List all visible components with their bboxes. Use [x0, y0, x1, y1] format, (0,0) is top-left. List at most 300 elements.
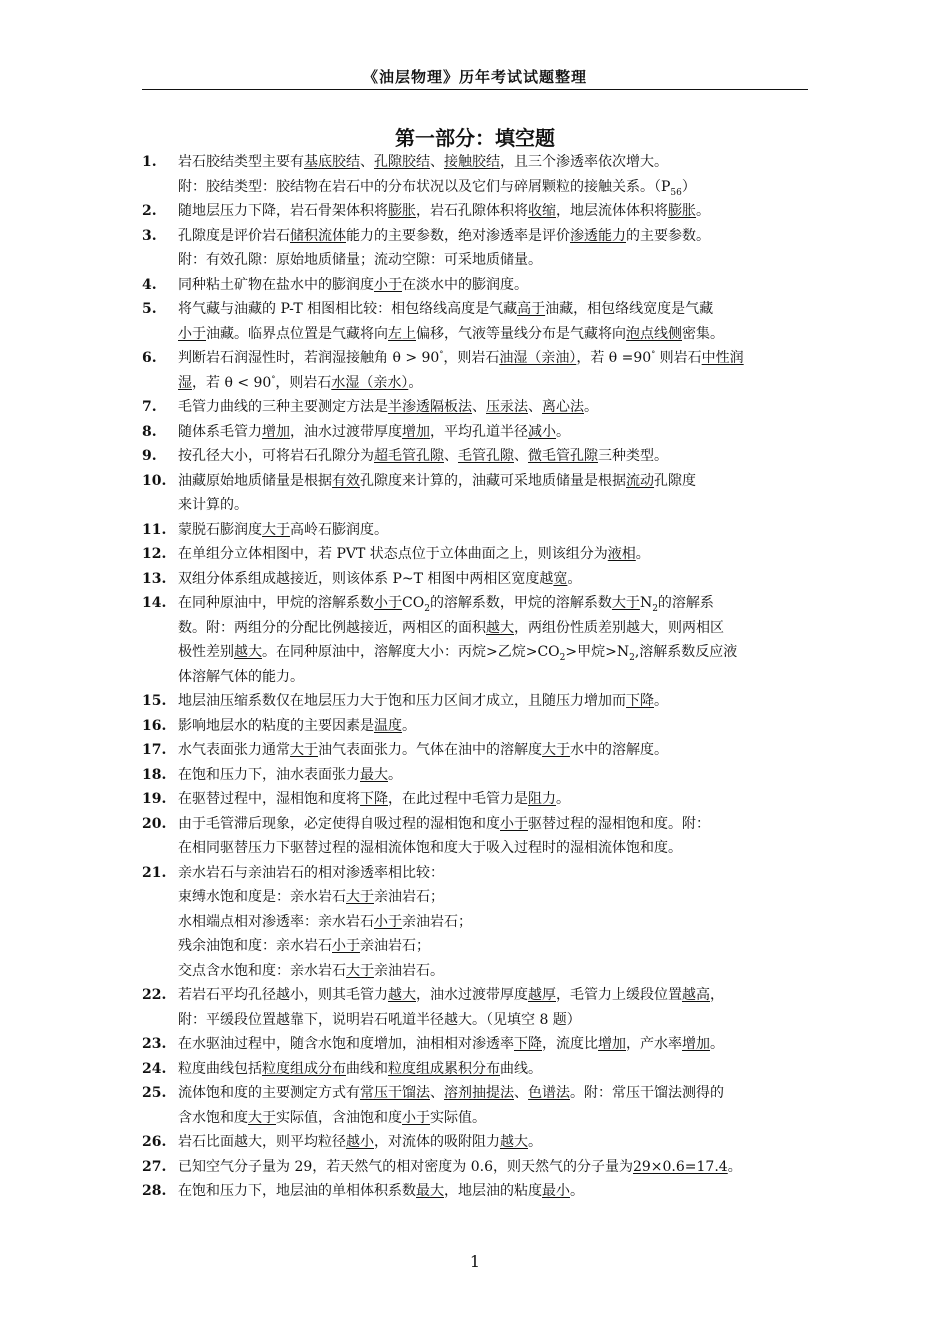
text-run: 实际值。 [430, 1109, 486, 1126]
answer-blank: 最大 [360, 766, 388, 783]
question-item [142, 346, 814, 395]
question-number: 22. [142, 987, 167, 1003]
question-text [178, 812, 814, 861]
answer-blank: 大于 [346, 889, 374, 905]
answer-blank: 左上 [388, 325, 416, 342]
text-run: 在饱和压力下，地层油的单相体积系数 [178, 1183, 416, 1199]
question-text [178, 689, 814, 714]
text-line [178, 420, 814, 445]
text-line [178, 616, 814, 641]
text-run: ） [681, 178, 696, 195]
answer-blank: 有效 [332, 472, 360, 489]
question-item [142, 591, 814, 689]
answer-blank: 越大 [500, 1134, 528, 1150]
text-run: 在相同驱替压力下驱替过程的湿相流体饱和度大于吸入过程时的湿相流体饱和度。 [178, 840, 682, 856]
answer-blank: 储积流体 [290, 227, 346, 244]
question-text [178, 787, 814, 812]
answer-blank: 越厚 [528, 987, 556, 1003]
text-run: ，油水过渡带厚度 [416, 987, 528, 1003]
answer-blank: 大于 [611, 595, 640, 611]
text-run: 的溶解系 [657, 595, 714, 611]
subscript: 2 [559, 652, 566, 663]
question-number: 9. [142, 448, 157, 464]
text-line [178, 469, 814, 494]
text-run: >甲烷>N [565, 644, 630, 660]
text-line [178, 934, 814, 959]
text-run: 按孔径大小，可将岩石孔隙分为 [178, 448, 374, 464]
text-run: 亲油岩石； [402, 913, 472, 930]
text-run: 在淡水中的膨润度。 [402, 276, 528, 293]
question-item [142, 1032, 814, 1057]
text-line [178, 395, 814, 420]
question-text [178, 983, 814, 1032]
question-text [178, 861, 814, 984]
text-run: 水相端点相对渗透率：亲水岩石 [178, 913, 374, 930]
question-text [178, 1081, 814, 1130]
text-run: 。 [402, 717, 416, 734]
text-line [178, 738, 814, 763]
text-line [178, 346, 814, 371]
answer-blank: 色谱法 [528, 1085, 570, 1101]
answer-blank: 小于 [374, 276, 402, 293]
section-title: 第一部分：填空题 [395, 126, 555, 150]
answer-blank: 最大 [416, 1183, 444, 1199]
answer-blank: 越大 [486, 619, 514, 636]
text-run: 。 [567, 570, 582, 587]
answer-blank: 高于 [517, 301, 546, 317]
text-run: ，产水率 [626, 1036, 682, 1052]
text-line [178, 542, 814, 567]
answer-blank: 微毛管孔隙 [528, 448, 598, 464]
text-run: 则岩石 [655, 350, 702, 366]
question-text [178, 469, 814, 518]
answer-blank: 下降 [626, 693, 654, 709]
answer-blank: 湿 [178, 374, 192, 391]
answer-blank: 29×0.6=17.4 [632, 1158, 728, 1175]
question-number: 13. [142, 570, 167, 587]
text-run: 。 [528, 1134, 542, 1150]
text-run: ，对流体的吸附阻力 [374, 1134, 500, 1150]
question-text [178, 420, 814, 445]
question-text [178, 738, 814, 763]
text-run: 随体系毛管力 [178, 423, 262, 440]
text-run: 、 [528, 399, 542, 415]
text-run: CO [402, 595, 425, 611]
answer-blank: 油湿（亲油） [499, 350, 577, 366]
question-number: 11. [142, 521, 167, 538]
text-run: 附：平缓段位置越靠下，说明岩石吼道半径越大。（见填空 8 题） [178, 1011, 581, 1028]
answer-blank: 孔隙胶结 [374, 154, 430, 170]
question-text [178, 591, 814, 689]
answer-blank: 压汞法 [486, 399, 528, 415]
text-run: 在饱和压力下，油水表面张力 [178, 766, 360, 783]
question-text [178, 1057, 814, 1082]
text-run: 、 [360, 154, 374, 170]
answer-blank: 增加 [262, 423, 290, 440]
question-text [178, 567, 814, 592]
question-number: 16. [142, 717, 167, 734]
question-list [142, 150, 814, 1204]
text-run: 已知空气分子量为 29，若天然气的相对密度为 0.6，则天然气的分子量为 [178, 1158, 633, 1175]
answer-blank: 流动 [626, 472, 654, 489]
text-line [178, 493, 814, 518]
text-line [178, 371, 814, 396]
question-item [142, 983, 814, 1032]
text-run: ，流度比 [542, 1036, 598, 1052]
superscript: ° [439, 349, 444, 359]
text-run: 亲油岩石； [374, 889, 444, 905]
subscript: 2 [424, 603, 430, 614]
text-run: 岩石胶结类型主要有 [178, 154, 304, 170]
text-run: 。 [556, 423, 570, 440]
text-run: 。 [570, 1183, 584, 1199]
text-run: 的主要参数。 [626, 227, 710, 244]
text-line [178, 1155, 814, 1180]
text-line [178, 885, 814, 910]
text-line [178, 322, 814, 347]
text-line [178, 591, 814, 616]
page-header-title: 《油层物理》历年考试试题整理 [362, 68, 587, 86]
question-text [178, 224, 814, 273]
text-line [178, 959, 814, 984]
answer-blank: 大于 [346, 962, 374, 979]
text-line [178, 297, 814, 322]
question-text [178, 1179, 814, 1204]
question-text [178, 297, 814, 346]
text-line [178, 1032, 814, 1057]
text-run: 束缚水饱和度是：亲水岩石 [178, 889, 346, 905]
text-run: 能力的主要参数，绝对渗透率是评价 [346, 227, 570, 244]
text-line [178, 248, 814, 273]
question-item [142, 689, 814, 714]
text-run: 高岭石膨润度。 [290, 521, 388, 538]
text-run: 油藏。临界点位置是气藏将向 [206, 325, 388, 342]
text-run: 油藏，相包络线宽度是气藏 [545, 301, 714, 317]
question-item [142, 1081, 814, 1130]
text-run: 的溶解系数，甲烷的溶解系数 [429, 595, 612, 611]
answer-blank: 减小 [528, 423, 556, 440]
question-number: 7. [142, 399, 157, 415]
question-number: 21. [142, 864, 167, 881]
answer-blank: 小于 [402, 1109, 430, 1126]
text-run: 三种类型。 [598, 448, 668, 464]
question-number: 3. [142, 227, 157, 244]
text-run: ，则岩石 [443, 350, 500, 366]
question-item [142, 395, 814, 420]
question-item [142, 861, 814, 984]
question-text [178, 199, 814, 224]
answer-blank: 温度 [374, 717, 402, 734]
text-run: 。 [556, 791, 570, 807]
answer-blank: 膨胀 [668, 203, 696, 219]
question-item [142, 150, 814, 199]
question-item [142, 1179, 814, 1204]
answer-blank: 阻力 [528, 791, 556, 807]
answer-blank: 离心法 [542, 399, 584, 415]
text-run: 蒙脱石膨润度 [178, 521, 262, 538]
text-run: 。 [388, 766, 402, 783]
text-run: 若岩石平均孔径越小，则其毛管力 [178, 987, 388, 1003]
text-run: ，岩石孔隙体积将 [416, 203, 528, 219]
text-line [178, 714, 814, 739]
text-run: 水中的溶解度。 [570, 742, 668, 758]
text-line [178, 150, 814, 175]
question-item [142, 1130, 814, 1155]
text-run: 附：胶结类型：胶结物在岩石中的分布状况以及它们与碎屑颗粒的接触关系。（P [178, 178, 671, 195]
answer-blank: 宽 [553, 570, 568, 587]
question-text [178, 273, 814, 298]
text-run: 、 [444, 448, 458, 464]
text-run: 水气表面张力通常 [178, 742, 290, 758]
text-line [178, 861, 814, 886]
question-text [178, 346, 814, 395]
text-run: ，若 θ < 90 [192, 374, 272, 391]
text-run: 流体饱和度的主要测定方式有 [178, 1085, 360, 1101]
text-line [178, 175, 814, 200]
text-run: ，平均孔道半径 [430, 423, 528, 440]
text-run: 。 [584, 399, 598, 415]
subscript: 56 [670, 187, 682, 198]
text-line [178, 763, 814, 788]
text-line [178, 665, 814, 690]
question-number: 28. [142, 1183, 167, 1199]
text-line [178, 1179, 814, 1204]
superscript: ° [271, 373, 276, 383]
answer-blank: 越大 [234, 644, 262, 660]
text-run: 曲线。 [500, 1060, 542, 1077]
text-line [178, 199, 814, 224]
text-run: 交点含水饱和度：亲水岩石 [178, 962, 346, 979]
text-line [178, 787, 814, 812]
text-run: 、 [514, 1085, 528, 1101]
question-item [142, 567, 814, 592]
text-run: 岩石比面越大，则平均粒径 [178, 1134, 346, 1150]
text-run: 。 [727, 1158, 742, 1175]
question-number: 20. [142, 815, 167, 832]
question-number: 23. [142, 1036, 167, 1052]
text-run: ，在此过程中毛管力是 [388, 791, 528, 807]
text-run: 来计算的。 [178, 497, 248, 513]
text-run: 密集。 [682, 325, 724, 342]
question-item [142, 812, 814, 861]
answer-blank: 半渗透隔板法 [388, 399, 472, 415]
text-run: ，且三个渗透率依次增大。 [500, 154, 668, 170]
answer-blank: 泡点线侧 [626, 325, 682, 342]
text-run: N [639, 595, 653, 611]
text-run: 。在同种原油中，溶解度大小：丙烷>乙烷>CO [262, 644, 560, 660]
text-run: 随地层压力下降，岩石骨架体积将 [178, 203, 388, 219]
question-number: 24. [142, 1060, 167, 1077]
text-run: 同种粘土矿物在盐水中的膨润度 [178, 276, 374, 293]
answer-blank: 膨胀 [388, 203, 416, 219]
text-run: 、 [472, 399, 486, 415]
text-run: 。 [635, 546, 650, 562]
answer-blank: 大于 [290, 742, 318, 758]
answer-blank: 大于 [248, 1109, 276, 1126]
question-item [142, 763, 814, 788]
text-run: ，毛管力上缓段位置 [556, 987, 682, 1003]
text-run: ，若 θ =90 [576, 350, 652, 366]
question-item [142, 787, 814, 812]
question-text [178, 518, 814, 543]
text-run: 亲油岩石。 [374, 962, 444, 979]
text-run: 。 [408, 374, 423, 391]
text-run: 由于毛管滞后现象，必定使得自吸过程的湿相饱和度 [178, 815, 500, 832]
text-line [178, 1081, 814, 1106]
answer-blank: 常压干馏法 [360, 1085, 430, 1101]
text-run: 在驱替过程中，湿相饱和度将 [178, 791, 360, 807]
answer-blank: 下降 [360, 791, 388, 807]
question-number: 17. [142, 742, 167, 758]
text-line [178, 983, 814, 1008]
text-run: 判断岩石润湿性时，若润湿接触角 θ > 90 [178, 350, 440, 366]
answer-blank: 溶剂抽提法 [444, 1085, 514, 1101]
answer-blank: 接触胶结 [444, 154, 500, 170]
answer-blank: 粒度组成累积分布 [388, 1060, 500, 1077]
question-text [178, 1155, 814, 1180]
text-run: ，两组份性质差别越大，则两相区 [514, 619, 724, 636]
answer-blank: 基底胶结 [304, 154, 360, 170]
question-text [178, 1130, 814, 1155]
question-item [142, 1057, 814, 1082]
text-run: 地层油压缩系数仅在地层压力大于饱和压力区间才成立，且随压力增加而 [178, 693, 626, 709]
text-run: ，则岩石 [275, 374, 332, 391]
answer-blank: 中性润 [701, 350, 744, 366]
question-text [178, 542, 814, 567]
text-line [178, 224, 814, 249]
question-number: 26. [142, 1134, 167, 1150]
question-number: 14. [142, 595, 167, 611]
text-run: 极性差别 [178, 644, 234, 660]
question-number: 2. [142, 203, 157, 219]
header-rule [142, 89, 808, 90]
answer-blank: 粒度组成分布 [262, 1060, 346, 1077]
text-run: 附：有效孔隙：原始地质储量；流动空隙：可采地质储量。 [178, 252, 542, 268]
answer-blank: 越小 [346, 1134, 374, 1150]
answer-blank: 大于 [542, 742, 570, 758]
text-line [178, 444, 814, 469]
question-number: 19. [142, 791, 167, 807]
text-run: 油藏原始地质储量是根据 [178, 472, 332, 489]
text-run: 、 [430, 154, 444, 170]
question-item [142, 542, 814, 567]
text-run: 孔隙度 [654, 472, 696, 489]
answer-blank: 小于 [332, 938, 360, 954]
text-run: 驱替过程的湿相饱和度。附： [528, 815, 710, 832]
text-run: ，地层油的粘度 [444, 1183, 542, 1199]
text-line [178, 273, 814, 298]
text-line [178, 1130, 814, 1155]
answer-blank: 增加 [402, 423, 430, 440]
text-run: 数。附：两组分的分配比例越接近，两相区的面积 [178, 619, 486, 636]
question-item [142, 224, 814, 273]
text-run: 。 [710, 1036, 724, 1052]
question-number: 15. [142, 693, 167, 709]
text-run: 将气藏与油藏的 P-T 相图相比较：相包络线高度是气藏 [178, 301, 518, 317]
text-line [178, 910, 814, 935]
answer-blank: 越高 [682, 987, 710, 1003]
text-line [178, 567, 814, 592]
question-item [142, 273, 814, 298]
question-number: 6. [142, 350, 157, 366]
answer-blank: 小于 [374, 913, 402, 930]
question-item [142, 444, 814, 469]
question-number: 5. [142, 301, 157, 317]
text-run: 、 [514, 448, 528, 464]
question-text [178, 714, 814, 739]
text-run: 双组分体系组成越接近，则该体系 P~T 相图中两相区宽度越 [178, 570, 554, 587]
text-run: ， [710, 987, 724, 1003]
answer-blank: 水湿（亲水） [331, 374, 409, 391]
text-run: ，油水过渡带厚度 [290, 423, 402, 440]
answer-blank: 最小 [542, 1183, 570, 1199]
answer-blank: 增加 [598, 1036, 626, 1052]
text-run: 孔隙度是评价岩石 [178, 227, 290, 244]
answer-blank: 下降 [514, 1036, 542, 1052]
question-number: 25. [142, 1085, 167, 1101]
question-item [142, 1155, 814, 1180]
question-number: 27. [142, 1158, 167, 1175]
question-item [142, 420, 814, 445]
text-run: 残余油饱和度：亲水岩石 [178, 938, 332, 954]
question-number: 12. [142, 546, 167, 562]
question-text [178, 763, 814, 788]
question-item [142, 738, 814, 763]
question-item [142, 518, 814, 543]
answer-blank: 毛管孔隙 [458, 448, 514, 464]
answer-blank: 大于 [262, 521, 290, 538]
page-number: 1 [469, 1252, 481, 1271]
text-run: ,溶解系数反应液 [634, 644, 738, 660]
answer-blank: 增加 [682, 1036, 710, 1052]
question-item [142, 297, 814, 346]
text-run: 实际值，含油饱和度 [276, 1109, 402, 1126]
text-run: 亲水岩石与亲油岩石的相对渗透率相比较： [178, 864, 444, 881]
question-number: 10. [142, 472, 167, 489]
text-line [178, 836, 814, 861]
text-run: 在单组分立体相图中，若 PVT 状态点位于立体曲面之上，则该组分为 [178, 546, 608, 562]
subscript: 2 [652, 603, 658, 614]
answer-blank: 越大 [388, 987, 416, 1003]
text-line [178, 1008, 814, 1033]
text-line [178, 640, 814, 665]
question-text [178, 1032, 814, 1057]
answer-blank: 液相 [607, 546, 636, 562]
answer-blank: 渗透能力 [570, 227, 626, 244]
text-run: 毛管力曲线的三种主要测定方法是 [178, 399, 388, 415]
text-run: 粒度曲线包括 [178, 1060, 262, 1077]
text-run: 。附：常压干馏法测得的 [570, 1085, 724, 1101]
answer-blank: 超毛管孔隙 [374, 448, 444, 464]
question-text [178, 150, 814, 199]
text-run: 在水驱油过程中，随含水饱和度增加，油相相对渗透率 [178, 1036, 514, 1052]
answer-blank: 小于 [178, 325, 206, 342]
answer-blank: 小于 [374, 595, 402, 611]
text-run: 在同种原油中，甲烷的溶解系数 [178, 595, 374, 611]
text-line [178, 689, 814, 714]
question-item [142, 199, 814, 224]
question-item [142, 469, 814, 518]
question-number: 1. [142, 154, 157, 170]
text-run: 影响地层水的粘度的主要因素是 [178, 717, 374, 734]
text-run: 孔隙度来计算的，油藏可采地质储量是根据 [360, 472, 626, 489]
superscript: ° [651, 349, 656, 359]
text-run: 油气表面张力。气体在油中的溶解度 [318, 742, 542, 758]
text-run: 、 [430, 1085, 444, 1101]
answer-blank: 收缩 [528, 203, 556, 219]
question-item [142, 714, 814, 739]
question-text [178, 395, 814, 420]
